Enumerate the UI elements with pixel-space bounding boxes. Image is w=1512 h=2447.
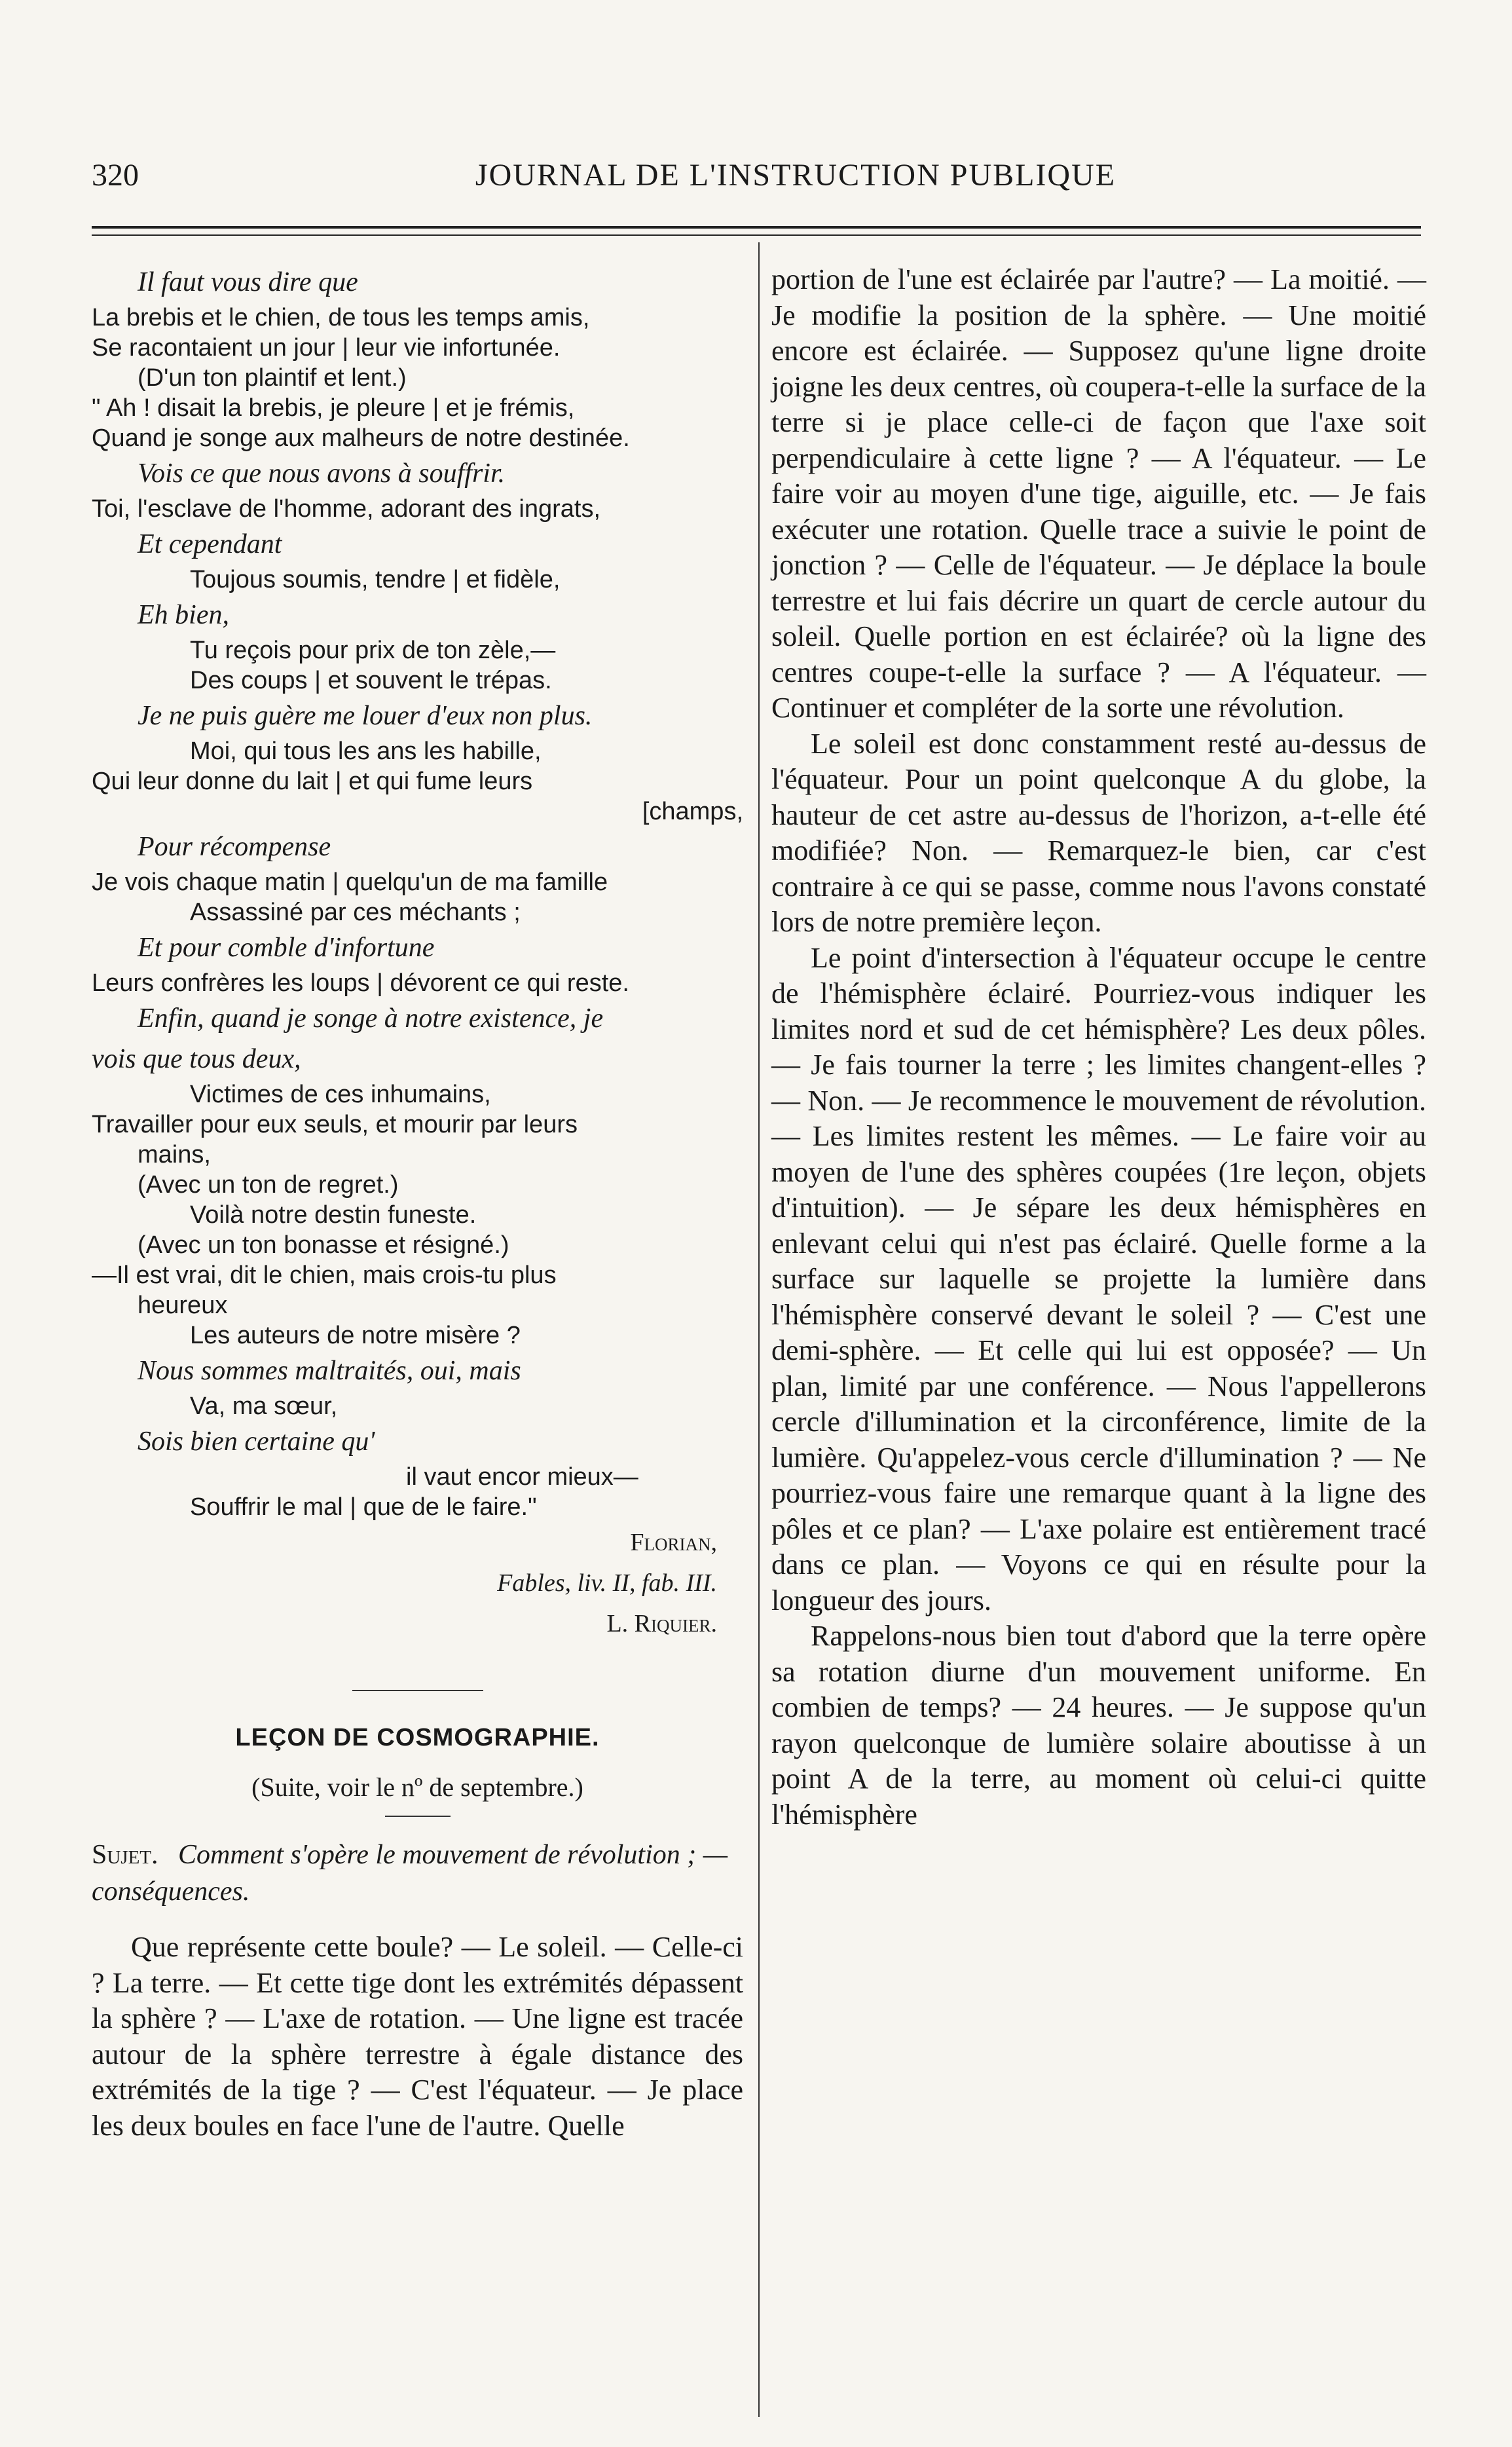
poem-line: (Avec un ton bonasse et résigné.) [138, 1231, 509, 1259]
poem-line: Toi, l'esclave de l'homme, adorant des ingrats, [92, 495, 601, 523]
lesson-subtitle: (Suite, voir le nº de septembre.) [251, 1772, 583, 1802]
poem-line: Les auteurs de notre misère ? [190, 1322, 521, 1349]
poem-line: [champs, [642, 798, 743, 825]
poem-line: Se racontaient un jour | leur vie infortunée. [92, 334, 561, 362]
subject-text: Comment s'opère le mouvement de révolution ; —conséquences. [92, 1840, 728, 1907]
running-title: JOURNAL DE L'INSTRUCTION PUBLIQUE [475, 158, 1116, 193]
prose-paragraph: portion de l'une est éclairée par l'autre? — La moitié. — Je modifie la position de la sphère. — Une moitié encore est éclairée. — Supposez qu'une ligne droite joigne les deux centres, où coupera-t-elle la surface de la terre si je place celle-ci de façon que l'axe soit perpendiculaire à cette ligne ? — A l'équateur. — Le faire voir au moyen d'une tige, aiguille, etc. — Je fais exécuter une rotation. Quelle trace a suivie le point de jonction ? — Celle de l'équateur. — Je déplace la boule terrestre et lui fais décrire un quart de cercle autour du soleil. Quelle portion en est éclairée? où la ligne des centres coupe-t-elle la surface ? — A l'équateur. — Continuer et compléter de la sorte une révolution. [771, 263, 1426, 724]
poem-line: Leurs confrères les loups | dévorent ce qui reste. [92, 969, 629, 997]
poem-line: Travailler pour eux seuls, et mourir par leurs [92, 1111, 578, 1138]
poem-line: Et cependant [138, 529, 282, 559]
poem-line: Des coups | et souvent le trépas. [190, 667, 552, 694]
poem-line: Qui leur donne du lait | et qui fume leurs [92, 768, 533, 795]
poem-line: Enfin, quand je songe à notre existence, je [138, 1003, 604, 1034]
signature-source: Fables, liv. II, fab. III. [497, 1569, 717, 1597]
poem-line: Moi, qui tous les ans les habille, [190, 738, 542, 765]
poem-line: La brebis et le chien, de tous les temps amis, [92, 304, 590, 331]
poem-line: vois que tous deux, [92, 1044, 301, 1074]
poem-line: Souffrir le mal | que de le faire." [190, 1493, 537, 1521]
column-divider [758, 242, 760, 2417]
poem-line: (D'un ton plaintif et lent.) [138, 364, 407, 392]
subtitle-separator [385, 1816, 451, 1817]
left-column [92, 262, 743, 2144]
subject-label: Sujet. [92, 1840, 158, 1870]
prose-paragraph: Le point d'intersection à l'équateur occupe le centre de l'hémisphère éclairé. Pourriez-vous indiquer les limites nord et sud de cet hémisphère? Les deux pôles. — Je fais tourner la terre ; les limites changent-elles ? — Non. — Je recommence le mouvement de révolution. — Les limites restent les mêmes. — Le faire voir au moyen de l'une des sphères coupées (1re leçon, objets d'intuition). — Je sépare les deux hémisphères en enlevant celui qui n'est pas éclairé. Quelle forme a la surface sur laquelle se projette la lumière dans l'hémisphère conservé devant le soleil ? — C'est une demi-sphère. — Et celle qui lui est opposée? — Un plan, limité par une conférence. — Nous l'appellerons cercle d'illumination et la circonférence, limite de la lumière. Qu'appelez-vous cercle d'illumination ? — Ne pourriez-vous faire une remarque quant à la ligne des pôles et ce plan? — L'axe polaire est entièrement tracé dans ce plan. — Voyons ce qui en résulte pour la longueur des jours. [771, 941, 1426, 1616]
poem-line: Et pour comble d'infortune [138, 933, 435, 963]
prose-paragraph: Que représente cette boule? — Le soleil. — Celle-ci ? La terre. — Et cette tige dont les extrémités dépassent la sphère ? — L'axe de rotation. — Une ligne est tracée autour de la sphère terrestre à égale distance des extrémités de la tige ? — C'est l'équateur. — Je place les deux boules en face l'une de l'autre. Quelle [92, 1931, 743, 2142]
lesson-title: LEÇON DE COSMOGRAPHIE. [235, 1724, 600, 1751]
poem-line: heureux [138, 1292, 228, 1319]
poem-line: mains, [138, 1141, 211, 1168]
poem-line: Je vois chaque matin | quelqu'un de ma famille [92, 869, 608, 896]
poem-line: Tu reçois pour prix de ton zèle,— [190, 637, 556, 664]
poem-line: —Il est vrai, dit le chien, mais crois-tu plus [92, 1261, 557, 1289]
poem-line: " Ah ! disait la brebis, je pleure | et je frémis, [92, 394, 575, 422]
section-separator [352, 1690, 483, 1691]
poem [92, 262, 743, 1522]
poem-line: Nous sommes maltraités, oui, mais [138, 1356, 521, 1386]
signature-author: Florian, [630, 1529, 717, 1556]
prose-paragraph: Rappelons-nous bien tout d'abord que la terre opère sa rotation diurne d'un mouvement uniforme. En combien de temps? — 24 heures. — Je suppose qu'un rayon quelconque de lumière solaire aboutisse à un point A de la terre, au moment où celui-ci quitte l'hémisphère [771, 1620, 1426, 1831]
poem-line: Eh bien, [138, 600, 229, 630]
right-column [771, 262, 1426, 1833]
page-header [92, 157, 1421, 216]
poem-line: Assassiné par ces méchants ; [190, 899, 521, 926]
poem-line: Pour récompense [138, 832, 331, 862]
poem-line: Je ne puis guère me louer d'eux non plus. [138, 701, 593, 731]
poem-line: (Avec un ton de regret.) [138, 1171, 399, 1199]
left-prose [92, 1930, 743, 2144]
header-rule-thin [92, 234, 1421, 236]
poem-line: Va, ma sœur, [190, 1392, 338, 1420]
header-rule [92, 226, 1421, 229]
poem-line: Sois bien certaine qu' [138, 1427, 375, 1457]
poem-line: Il faut vous dire que [138, 267, 358, 297]
poem-line: Quand je songe aux malheurs de notre destinée. [92, 424, 630, 452]
poem-signature [92, 1522, 743, 1644]
poem-line: Toujous soumis, tendre | et fidèle, [190, 566, 561, 593]
poem-line: Victimes de ces inhumains, [190, 1081, 491, 1108]
right-prose [771, 262, 1426, 1833]
lesson-subject [92, 1837, 743, 1910]
page-number: 320 [92, 158, 139, 193]
poem-line: Voilà notre destin funeste. [190, 1201, 477, 1229]
signature-contributor: L. Riquier. [606, 1610, 717, 1637]
prose-paragraph: Le soleil est donc constamment resté au-dessus de l'équateur. Pour un point quelconque A du globe, la hauteur de cet astre au-dessus de l'horizon, a-t-elle été modifiée? Non. — Remarquez-le bien, car c'est contraire à ce qui se passe, comme nous l'avons constaté lors de notre première leçon. [771, 727, 1426, 938]
poem-line: il vaut encor mieux— [406, 1463, 638, 1491]
poem-line: Vois ce que nous avons à souffrir. [138, 458, 506, 489]
